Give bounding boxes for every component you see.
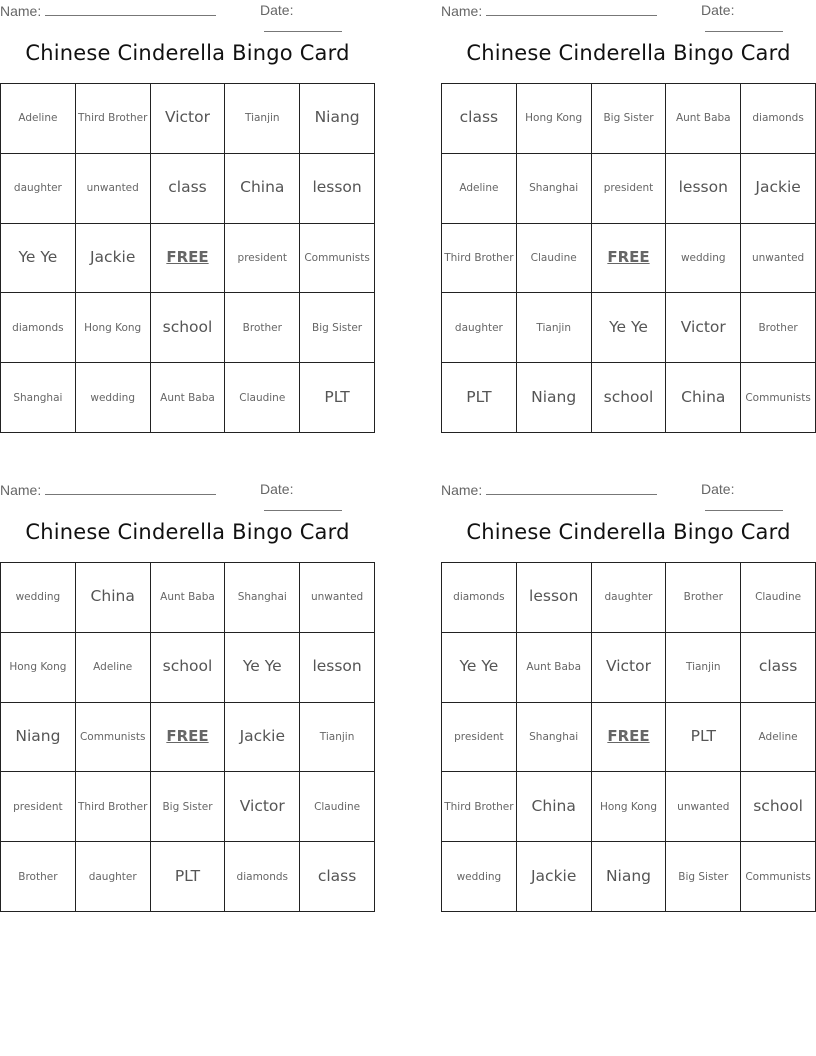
- date-label: Date:: [701, 2, 735, 18]
- bingo-cell: Brother: [1, 842, 76, 912]
- bingo-cell: Claudine: [225, 363, 300, 433]
- bingo-cell: class: [442, 84, 517, 154]
- bingo-cell: president: [442, 703, 517, 773]
- bingo-cell: Jackie: [76, 224, 151, 294]
- date-label: Date:: [701, 481, 735, 497]
- bingo-cell: Communists: [741, 363, 816, 433]
- bingo-cell: lesson: [300, 633, 375, 703]
- card-title: Chinese Cinderella Bingo Card: [25, 520, 350, 544]
- free-cell: FREE: [151, 224, 226, 294]
- bingo-cell: Niang: [517, 363, 592, 433]
- name-line: [441, 2, 657, 19]
- bingo-cell: Third Brother: [442, 224, 517, 294]
- bingo-cell: Aunt Baba: [151, 363, 226, 433]
- bingo-cell: Aunt Baba: [517, 633, 592, 703]
- bingo-cell: PLT: [151, 842, 226, 912]
- bingo-cell: Communists: [300, 224, 375, 294]
- bingo-cell: Tianjin: [517, 293, 592, 363]
- bingo-cell: class: [151, 154, 226, 224]
- name-label: Name:: [0, 3, 42, 19]
- bingo-cell: president: [225, 224, 300, 294]
- name-blank: [45, 481, 216, 495]
- bingo-cell: school: [151, 293, 226, 363]
- bingo-cell: PLT: [300, 363, 375, 433]
- bingo-cell: daughter: [76, 842, 151, 912]
- bingo-cell: PLT: [442, 363, 517, 433]
- bingo-cell: unwanted: [76, 154, 151, 224]
- bingo-card-2: [441, 0, 816, 432]
- bingo-card-1: [0, 0, 375, 432]
- bingo-cell: Jackie: [225, 703, 300, 773]
- bingo-cell: Victor: [151, 84, 226, 154]
- date-line: [701, 481, 816, 514]
- bingo-cell: Shanghai: [225, 563, 300, 633]
- bingo-cell: China: [517, 772, 592, 842]
- bingo-cell: Jackie: [517, 842, 592, 912]
- bingo-cell: Brother: [225, 293, 300, 363]
- bingo-cell: Tianjin: [225, 84, 300, 154]
- bingo-cell: wedding: [442, 842, 517, 912]
- bingo-grid: [0, 562, 375, 912]
- bingo-cell: diamonds: [442, 563, 517, 633]
- bingo-cell: class: [300, 842, 375, 912]
- bingo-cell: diamonds: [225, 842, 300, 912]
- bingo-cell: Victor: [592, 633, 667, 703]
- bingo-cell: Adeline: [442, 154, 517, 224]
- bingo-cell: lesson: [300, 154, 375, 224]
- bingo-cell: wedding: [1, 563, 76, 633]
- bingo-cell: wedding: [76, 363, 151, 433]
- bingo-cell: Niang: [592, 842, 667, 912]
- bingo-grid: [0, 83, 375, 433]
- bingo-cell: Victor: [225, 772, 300, 842]
- bingo-cell: Ye Ye: [442, 633, 517, 703]
- bingo-cell: Hong Kong: [76, 293, 151, 363]
- name-blank: [486, 2, 657, 16]
- bingo-cell: lesson: [666, 154, 741, 224]
- bingo-cell: China: [666, 363, 741, 433]
- bingo-cell: president: [1, 772, 76, 842]
- date-line: [260, 2, 375, 35]
- bingo-cell: Claudine: [741, 563, 816, 633]
- bingo-cell: Claudine: [300, 772, 375, 842]
- bingo-cell: school: [741, 772, 816, 842]
- bingo-cell: Aunt Baba: [666, 84, 741, 154]
- bingo-cell: Hong Kong: [592, 772, 667, 842]
- free-cell: FREE: [592, 224, 667, 294]
- bingo-cell: PLT: [666, 703, 741, 773]
- bingo-cell: Hong Kong: [1, 633, 76, 703]
- bingo-cell: Shanghai: [517, 154, 592, 224]
- bingo-cell: president: [592, 154, 667, 224]
- bingo-cell: diamonds: [1, 293, 76, 363]
- bingo-cell: unwanted: [741, 224, 816, 294]
- bingo-cell: daughter: [442, 293, 517, 363]
- bingo-cell: unwanted: [300, 563, 375, 633]
- bingo-cell: Big Sister: [666, 842, 741, 912]
- bingo-cell: Communists: [76, 703, 151, 773]
- name-label: Name:: [441, 482, 483, 498]
- name-label: Name:: [0, 482, 42, 498]
- bingo-cell: Niang: [300, 84, 375, 154]
- date-blank: [264, 18, 342, 32]
- name-blank: [486, 481, 657, 495]
- name-line: [0, 2, 216, 19]
- bingo-cell: Third Brother: [76, 772, 151, 842]
- date-line: [260, 481, 375, 514]
- bingo-cell: Adeline: [1, 84, 76, 154]
- bingo-cell: Hong Kong: [517, 84, 592, 154]
- name-blank: [45, 2, 216, 16]
- bingo-cell: Victor: [666, 293, 741, 363]
- free-cell: FREE: [592, 703, 667, 773]
- bingo-cell: Shanghai: [1, 363, 76, 433]
- date-line: [701, 2, 816, 35]
- card-title: Chinese Cinderella Bingo Card: [466, 41, 791, 65]
- date-label: Date:: [260, 2, 294, 18]
- bingo-grid: [441, 83, 816, 433]
- bingo-cell: Brother: [666, 563, 741, 633]
- bingo-card-4: [441, 479, 816, 911]
- bingo-cell: Tianjin: [666, 633, 741, 703]
- bingo-cell: Adeline: [741, 703, 816, 773]
- bingo-cell: Aunt Baba: [151, 563, 226, 633]
- bingo-cell: Shanghai: [517, 703, 592, 773]
- bingo-cell: daughter: [1, 154, 76, 224]
- bingo-cell: class: [741, 633, 816, 703]
- name-line: [441, 481, 657, 498]
- bingo-cell: daughter: [592, 563, 667, 633]
- bingo-cell: Claudine: [517, 224, 592, 294]
- bingo-cell: Big Sister: [300, 293, 375, 363]
- name-line: [0, 481, 216, 498]
- bingo-cell: Jackie: [741, 154, 816, 224]
- bingo-cell: Third Brother: [442, 772, 517, 842]
- date-blank: [264, 497, 342, 511]
- date-blank: [705, 18, 783, 32]
- bingo-cell: Third Brother: [76, 84, 151, 154]
- bingo-cell: Big Sister: [592, 84, 667, 154]
- bingo-cell: lesson: [517, 563, 592, 633]
- bingo-cell: Niang: [1, 703, 76, 773]
- bingo-cell: Ye Ye: [592, 293, 667, 363]
- bingo-cell: Communists: [741, 842, 816, 912]
- bingo-cell: Adeline: [76, 633, 151, 703]
- bingo-cell: diamonds: [741, 84, 816, 154]
- date-label: Date:: [260, 481, 294, 497]
- bingo-cell: Ye Ye: [1, 224, 76, 294]
- bingo-cell: school: [592, 363, 667, 433]
- free-cell: FREE: [151, 703, 226, 773]
- bingo-cell: Big Sister: [151, 772, 226, 842]
- card-title: Chinese Cinderella Bingo Card: [466, 520, 791, 544]
- card-title: Chinese Cinderella Bingo Card: [25, 41, 350, 65]
- bingo-card-3: [0, 479, 375, 911]
- bingo-cell: China: [225, 154, 300, 224]
- bingo-cell: wedding: [666, 224, 741, 294]
- bingo-cell: Brother: [741, 293, 816, 363]
- name-label: Name:: [441, 3, 483, 19]
- bingo-cell: school: [151, 633, 226, 703]
- date-blank: [705, 497, 783, 511]
- bingo-cell: China: [76, 563, 151, 633]
- bingo-cell: unwanted: [666, 772, 741, 842]
- bingo-cell: Tianjin: [300, 703, 375, 773]
- bingo-grid: [441, 562, 816, 912]
- bingo-cell: Ye Ye: [225, 633, 300, 703]
